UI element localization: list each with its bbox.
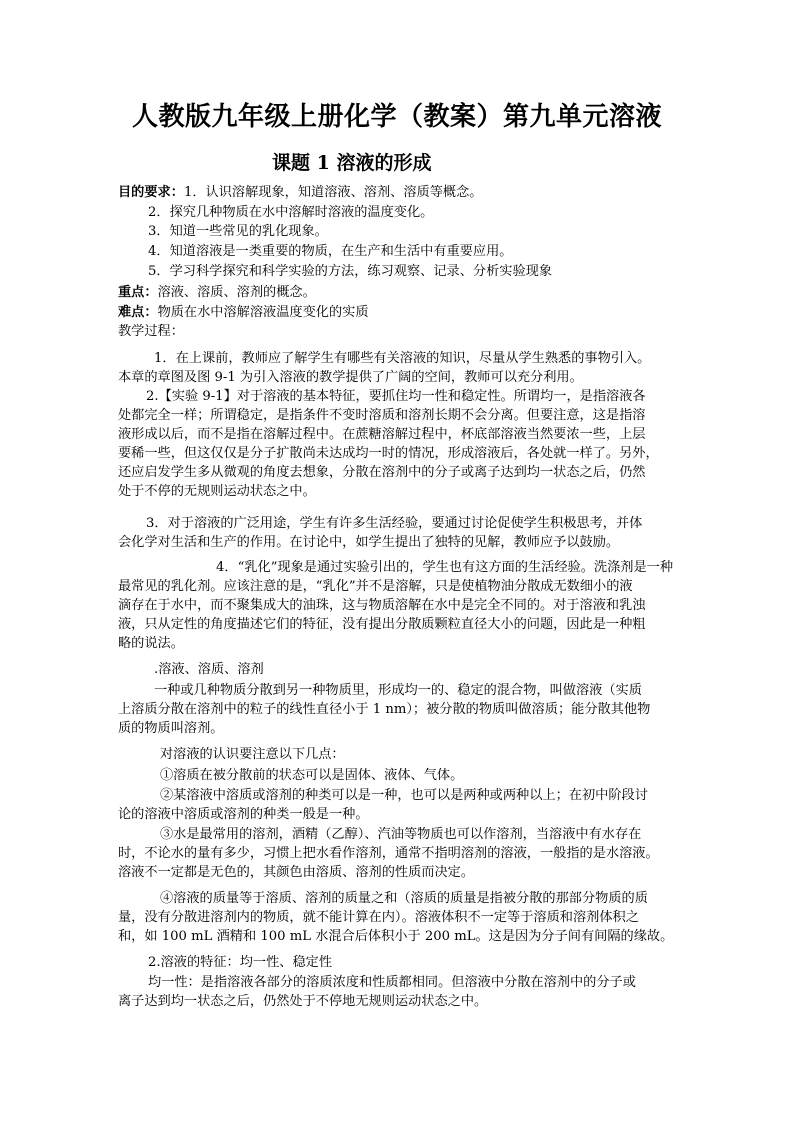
text-line	[148, 973, 636, 992]
text-line	[160, 766, 463, 785]
text-line	[118, 863, 474, 882]
text-line	[118, 596, 646, 615]
text-line	[146, 387, 646, 406]
text-line	[118, 634, 184, 653]
line-text: .溶液、溶质、溶剂	[154, 662, 264, 677]
text-line	[118, 927, 673, 946]
line-text: 要稀一些，但这仅仅是分子扩散尚未达成均一时的情况，形成溶液后，各处就一样了。另外，	[118, 446, 659, 461]
line-text: 滴存在于水中，而不聚集成大的油珠，这与物质溶解在水中是完全不同的。对于溶液和乳浊	[118, 598, 646, 613]
text-line	[118, 533, 619, 552]
text-line	[154, 681, 642, 700]
lesson-title: 课题 1 溶液的形成	[272, 152, 432, 174]
text-line	[160, 889, 648, 908]
text-line	[118, 406, 646, 425]
text-line	[118, 992, 487, 1011]
text-line	[118, 615, 646, 634]
text-line	[146, 514, 642, 533]
text-line	[118, 463, 646, 482]
text-line	[148, 203, 433, 222]
text-line	[160, 745, 345, 764]
document-title: 人教版九年级上册化学（教案）第九单元溶液	[131, 102, 662, 132]
text-line	[118, 322, 184, 341]
line-text: 时，不论水的量有多少，习惯上把水看作溶剂，通常不指明溶剂的溶液，一般指的是水溶液。	[118, 846, 659, 861]
line-text: 本章的章图及图 9-1 为引入溶液的教学提供了广阔的空间，教师可以充分利用。	[118, 370, 583, 385]
line-text: ③水是最常用的溶剂，酒精（乙醇）、汽油等物质也可以作溶剂，当溶液中有水存在	[160, 827, 642, 842]
section-label: 目的要求：	[118, 185, 184, 200]
line-text: 对溶液的认识要注意以下几点：	[160, 747, 345, 762]
line-text: 质的物质叫溶剂。	[118, 721, 224, 736]
text-line	[118, 719, 224, 738]
text-line	[118, 303, 369, 322]
text-line	[118, 183, 482, 202]
line-text: 2.【实验 9-1】对于溶液的基本特征，要抓住均一性和稳定性。所谓均一，是指溶液各	[146, 389, 646, 404]
line-text: 一种或几种物质分散到另一种物质里，形成均一的、稳定的混合物，叫做溶液（实质	[154, 683, 642, 698]
line-text: 上溶质分散在溶剂中的粒子的线性直径小于 1 nm）；被分散的物质叫做溶质；能分散其他物	[118, 702, 651, 717]
line-text: 5．学习科学探究和科学实验的方法，练习观察、记录、分析实验现象	[148, 264, 553, 279]
text-line	[118, 908, 639, 927]
text-line	[148, 222, 328, 241]
line-text: 1．认识溶解现象，知道溶液、溶剂、溶质等概念。	[183, 185, 483, 200]
text-line	[118, 368, 583, 387]
line-text: 还应启发学生多从微观的角度去想象，分散在溶剂中的分子或离子达到均一状态之后，仍然	[118, 465, 646, 480]
line-text: 最常见的乳化剂。应该注意的是，“乳化”并不是溶解，只是使植物油分散成无数细小的液	[118, 579, 633, 594]
line-text: 4．知道溶液是一类重要的物质，在生产和生活中有重要应用。	[148, 244, 513, 259]
text-line	[118, 444, 659, 463]
text-line	[148, 242, 512, 261]
line-text: 溶液不一定都是无色的，其颜色由溶质、溶剂的性质而决定。	[118, 865, 475, 880]
text-line	[148, 953, 332, 972]
section-label: 难点：	[118, 305, 158, 320]
text-line	[160, 786, 648, 805]
line-text: 略的说法。	[118, 636, 184, 651]
line-text: 会化学对生活和生产的作用。在讨论中，如学生提出了独特的见解，教师应予以鼓励。	[118, 535, 620, 550]
line-text: 4．“乳化”现象是通过实验引出的，学生也有这方面的生活经验。洗涤剂是一种	[216, 560, 674, 575]
line-text: 处于不停的无规则运动状态之中。	[118, 484, 316, 499]
line-text: 2．探究几种物质在水中溶解时溶液的温度变化。	[148, 205, 434, 220]
line-text: 处都完全一样；所谓稳定，是指条件不变时溶质和溶剂长期不会分离。但要注意，这是指溶	[118, 408, 646, 423]
line-text: 液，只从定性的角度描述它们的特征，没有提出分散质颗粒直径大小的问题，因此是一种粗	[118, 617, 646, 632]
text-line	[154, 660, 264, 679]
line-text: ①溶质在被分散前的状态可以是固体、液体、气体。	[160, 768, 464, 783]
line-text: 液形成以后，而不是指在溶解过程中。在蔗糖溶解过程中，杯底部溶液当然要浓一些，上层	[118, 427, 646, 442]
line-text: 3．知道一些常见的乳化现象。	[148, 224, 328, 239]
text-line	[160, 825, 641, 844]
section-label: 重点：	[118, 285, 158, 300]
text-line	[118, 425, 646, 444]
text-line	[118, 482, 316, 501]
line-text: 论的溶液中溶质或溶剂的种类一般是一种。	[118, 807, 369, 822]
line-text: 溶液、溶质、溶剂的概念。	[157, 285, 316, 300]
line-text: 物质在水中溶解溶液温度变化的实质	[157, 305, 369, 320]
line-text: 2.溶液的特征：均一性、稳定性	[148, 955, 333, 970]
text-line	[118, 577, 633, 596]
line-text: 均一性：是指溶液各部分的溶质浓度和性质都相同。但溶液中分散在溶剂中的分子或	[148, 975, 636, 990]
text-line	[118, 805, 369, 824]
text-line	[118, 844, 659, 863]
line-text: 教学过程：	[118, 324, 184, 339]
text-line	[118, 700, 650, 719]
text-line	[154, 349, 650, 368]
line-text: ④溶液的质量等于溶质、溶剂的质量之和（溶质的质量是指被分散的那部分物质的质	[160, 891, 648, 906]
text-line	[148, 262, 552, 281]
line-text: 和，如 100 mL 酒精和 100 mL 水混合后体积小于 200 mL。这是因为分子间有间隔的缘故。	[118, 929, 674, 944]
line-text: 离子达到均一状态之后，仍然处于不停地无规则运动状态之中。	[118, 994, 488, 1009]
text-line	[216, 558, 673, 577]
line-text: 量，没有分散进溶剂内的物质，就不能计算在内）。溶液体积不一定等于溶质和溶剂体积之	[118, 910, 639, 925]
line-text: 1．在上课前，教师应了解学生有哪些有关溶液的知识，尽量从学生熟悉的事物引入。	[154, 351, 651, 366]
line-text: 3．对于溶液的广泛用途，学生有许多生活经验，要通过讨论促使学生积极思考，并体	[146, 516, 643, 531]
text-line	[118, 283, 316, 302]
line-text: ②某溶液中溶质或溶剂的种类可以是一种，也可以是两种或两种以上；在初中阶段讨	[160, 788, 648, 803]
